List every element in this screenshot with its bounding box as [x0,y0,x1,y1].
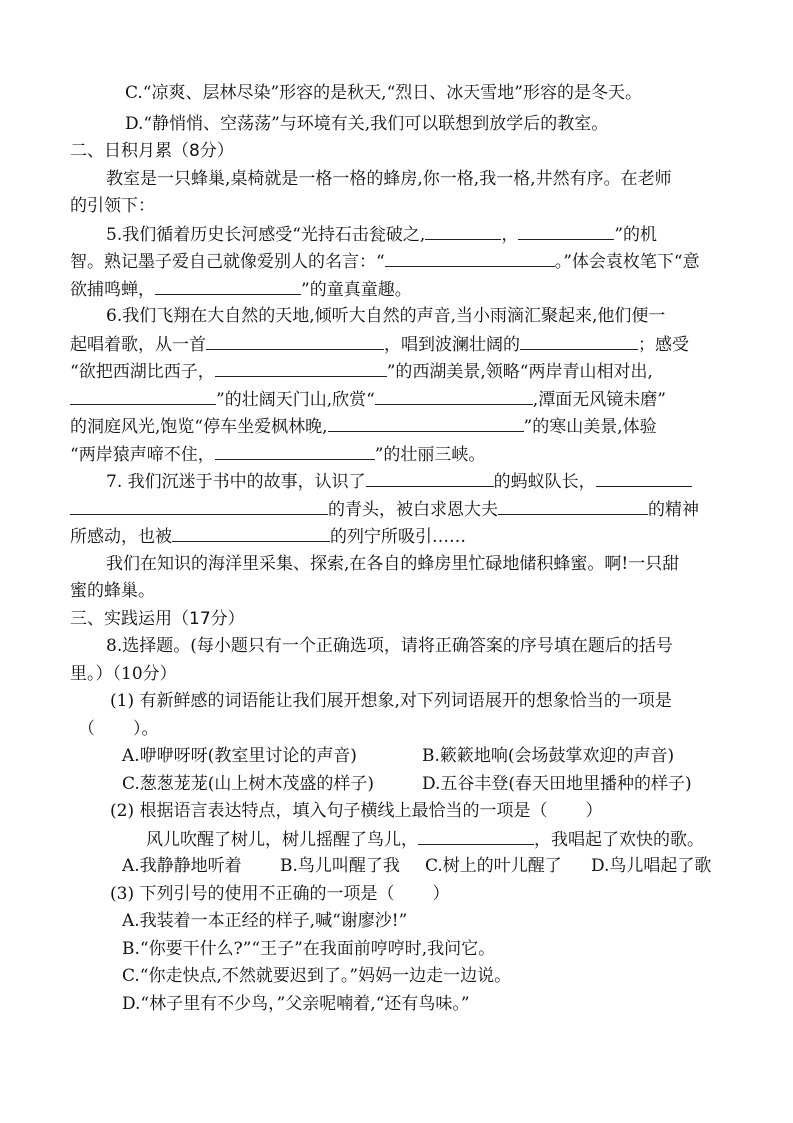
sub3-option-b-line [70,936,730,964]
q6-blank-5[interactable] [375,386,533,405]
sub1-line1 [70,688,730,716]
q6-line5 [70,413,730,441]
sub2-blank[interactable] [418,826,534,845]
q5-text-a: 5.我们循着历史长河感受“光持石击瓮破之, [106,224,426,245]
q5-line3 [70,276,730,304]
q7-line1 [70,468,730,496]
sub1-options-row2 [70,771,730,799]
intro-paragraph-line1 [70,166,730,194]
q5-blank-1[interactable] [425,221,501,240]
q6-text-e2: ”的寒山美景,体验 [523,417,657,437]
sub1-line2 [70,716,730,744]
q6-text-c1: “欲把西湖比西子， [70,362,215,382]
q5-text-c: ”的机 [614,224,658,245]
sub2-line1 [70,798,730,826]
section-three-heading [70,606,730,634]
q6-blank-1[interactable] [206,331,384,350]
q7-blank-4[interactable] [498,496,648,515]
q7-line3 [70,523,730,551]
q6-text-c2: ”的西湖美景,领略“两岸青山相对出, [386,362,653,382]
q5-text-b: ， [501,224,519,245]
q7-text-c2: 的列宁所吸引…… [330,527,466,547]
q8-line2 [70,661,730,689]
intro-text-1: 教室是一只蜂巢,桌椅就是一格一格的蜂房,你一格,我一格,井然有序。在老师 [106,168,672,189]
sub2-options-row [70,853,730,881]
q6-blank-7[interactable] [215,441,375,460]
q6-text-d2: ,潭面无风镜未磨” [532,389,666,410]
q8-text-b: 里。）（10分） [70,663,177,684]
outro-text-1: 我们在知识的海洋里采集、探索,在各自的蜂房里忙碌地储积蜂蜜。啊!一只甜 [106,553,680,574]
q6-text-f2: ”的壮丽三峡。 [374,444,486,465]
outro-line1 [70,551,730,579]
sub3-line1 [70,881,730,909]
outro-line2 [70,578,730,606]
option-d-line [70,111,730,139]
exam-page [70,80,730,1018]
q7-text-b2: 的精神 [648,499,699,520]
section-three-title: 三、实践运用（17分） [70,608,245,629]
intro-paragraph-line2 [70,193,730,221]
q6-blank-6[interactable] [328,413,524,432]
sub3-text: (3) 下列引号的使用不正确的一项是（ [110,883,395,904]
q5-blank-2[interactable] [518,221,614,240]
sub2-option-a: A.我静静地听着 [122,856,242,876]
intro-text-2: 的引领下： [70,196,155,216]
sub2-sentence-a: 风儿吹醒了树儿，树儿摇醒了鸟儿， [146,829,418,850]
section-two-heading [70,138,730,166]
section-two-title: 二、日积月累（8分） [70,141,234,161]
q5-blank-3[interactable] [385,248,555,267]
sub3-option-a-line [70,908,730,936]
sub2-line2 [70,826,730,854]
q6-line6 [70,441,730,469]
option-d-text: D.“静悄悄、空荡荡”与环境有关,我们可以联想到放学后的教室。 [125,113,609,134]
q7-text-a1: 7. 我们沉迷于书中的故事，认识了 [106,472,366,492]
sub1-options-row1 [70,743,730,771]
q6-blank-2[interactable] [520,331,638,350]
q7-blank-2[interactable] [596,468,692,487]
sub3-option-c-line [70,963,730,991]
q6-text-b2: ，唱到波澜壮阔的 [384,334,520,355]
sub1-paren-open: （ [78,718,95,739]
q6-blank-4[interactable] [70,386,216,405]
q5-text-g: ”的童真童趣。 [301,279,412,300]
q6-line3 [70,358,730,386]
q7-blank-3[interactable] [70,496,328,515]
sub3-option-d-line [70,991,730,1019]
sub2-option-b: B.鸟儿叫醒了我 [280,856,400,876]
q6-text-d1: ”的壮阔天门山,欣赏“ [216,389,375,410]
sub2-text: (2) 根据语言表达特点，填入句子横线上最恰当的一项是（ [110,801,548,821]
q7-line2 [70,496,730,524]
q6-text-f1: “两岸猿声啼不住， [70,444,215,465]
q6-blank-3[interactable] [215,358,387,377]
q5-line2 [70,248,730,276]
q7-blank-5[interactable] [172,523,330,542]
q5-text-e: 。”体会袁枚笔下“意 [554,252,700,272]
q5-blank-4[interactable] [155,276,301,295]
q6-line2 [70,331,730,359]
option-c-line [70,80,730,108]
q8-line1 [70,633,730,661]
sub2-paren-close: ） [585,801,603,821]
q6-text-b1: 起唱着歌，从一首 [70,334,206,355]
sub1-paren-close: ）。 [133,718,159,739]
q7-text-a2: 的蚂蚁队长， [493,472,596,492]
option-c-text: C.“凉爽、层林尽染”形容的是秋天,“烈日、冰天雪地”形容的是冬天。 [125,83,642,103]
q7-text-c1: 所感动，也被 [70,527,172,547]
sub3-option-d: D.“林子里有不少鸟，”父亲呢喃着,“还有鸟味。” [122,993,470,1014]
sub1-option-a: A.咿咿呀呀(教室里讨论的声音) [122,746,357,766]
sub1-option-c: C.葱葱茏茏(山上树木茂盛的样子) [122,773,375,794]
q5-line1 [70,221,730,249]
q6-text-e1: 的洞庭风光,饱览“停车坐爱枫林晚, [70,417,328,437]
outro-text-2: 蜜的蜂巢。 [70,581,155,601]
sub2-option-c: C.树上的叶儿醒了 [425,856,562,876]
sub3-paren-close: ） [432,883,450,904]
sub3-option-b: B.“你要干什么?”“王子”在我面前哼哼时,我问它。 [122,938,496,959]
q5-text-f: 欲捕鸣蝉， [70,279,155,300]
q8-text-a: 8.选择题。(每小题只有一个正确选项，请将正确答案的序号填在题后的括号 [106,636,673,656]
sub3-option-a: A.我装着一本正经的样子,喊“谢廖沙!” [122,911,408,931]
q7-blank-1[interactable] [366,468,494,487]
q6-text-a: 6.我们飞翔在大自然的天地,倾听大自然的声音,当小雨滴汇聚起来,他们便一 [106,306,666,326]
q6-text-b3: ；感受 [638,334,689,355]
sub2-option-d: D.鸟儿唱起了歌 [591,856,712,876]
sub1-option-d: D.五谷丰登(春天田地里播种的样子) [422,773,692,794]
q5-text-d: 智。熟记墨子爱自己就像爱别人的名言：“ [70,252,385,272]
sub2-sentence-b: ，我唱起了欢快的歌。 [534,829,704,850]
q6-line1 [70,303,730,331]
q7-text-b1: 的青头，被白求恩大夫 [328,499,498,520]
sub1-option-b: B.簌簌地响(会场鼓掌欢迎的声音) [422,746,675,766]
sub3-option-c: C.“你走快点,不然就要迟到了。”妈妈一边走一边说。 [122,966,512,986]
sub1-text: (1) 有新鲜感的词语能让我们展开想象,对下列词语展开的想象恰当的一项是 [110,691,672,711]
q6-line4 [70,386,730,414]
